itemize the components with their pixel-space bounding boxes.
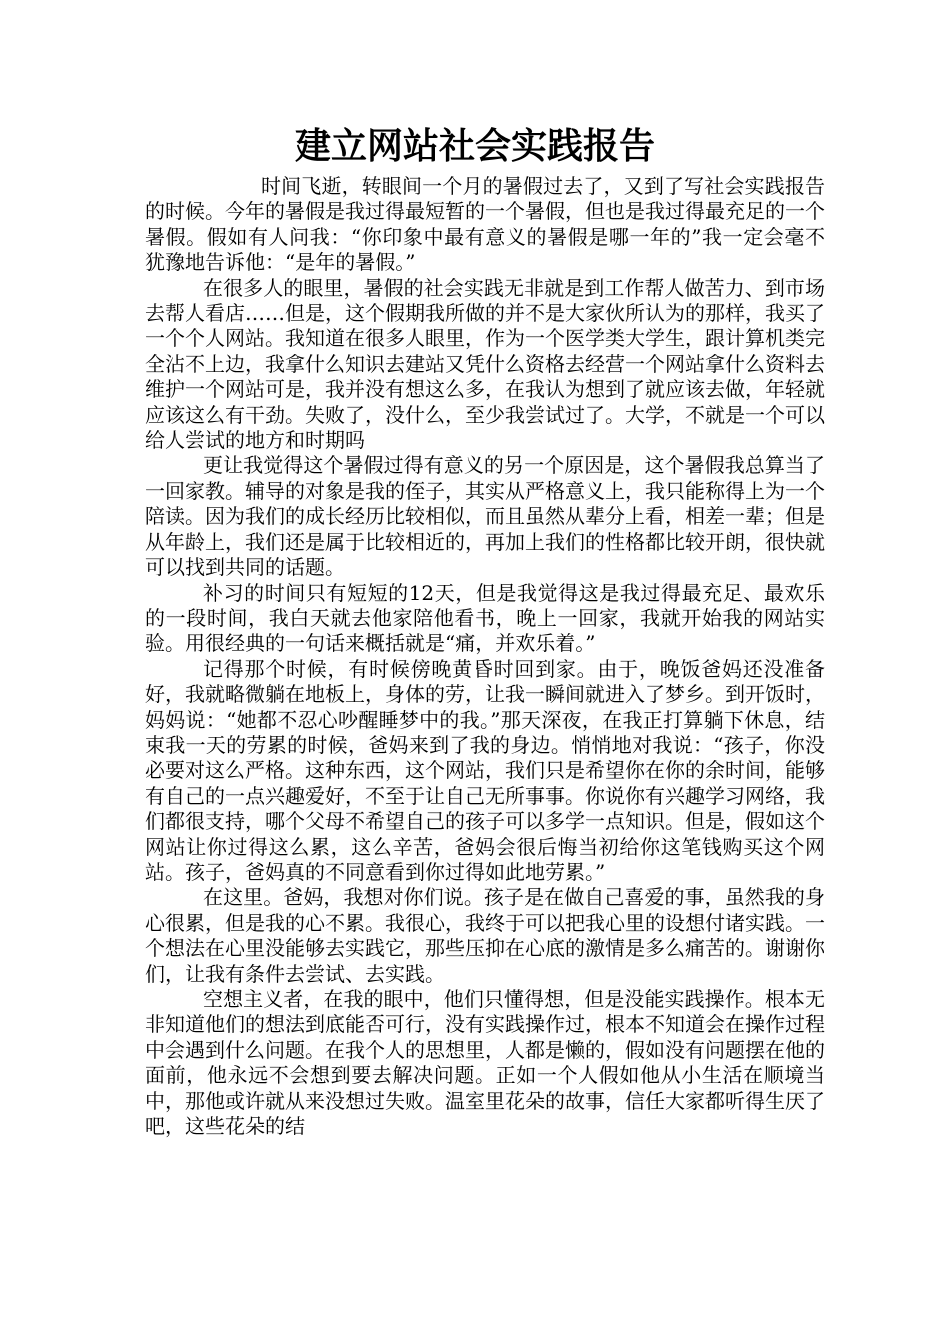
paragraph: 在很多人的眼里，暑假的社会实践无非就是到工作帮人做苦力、到市场去帮人看店……但是，这个假期我所做的并不是大家伙所认为的那样，我买了一个个人网站。我知道在很多人眼里，作为一个医学类大学生，跟计算机类完全沾不上边，我拿什么知识去建站又凭什么资格去经营一个网站拿什么资料去维护一个网站可是，我并没有想这么多，在我认为想到了就应该去做，年轻就应该这么有干劲。失败了，没什么，至少我尝试过了。大学，不就是一个可以给人尝试的地方和时期吗 [145,275,825,453]
paragraph: 补习的时间只有短短的12天，但是我觉得这是我过得最充足、最欢乐的一段时间，我白天就去他家陪他看书，晚上一回家，我就开始我的网站实验。用很经典的一句话来概括就是“痛，并欢乐着。” [145,580,825,656]
paragraph: 空想主义者，在我的眼中，他们只懂得想，但是没能实践操作。根本无非知道他们的想法到底能否可行，没有实践操作过，根本不知道会在操作过程中会遇到什么问题。在我个人的思想里，人都是懒的，假如没有问题摆在他的面前，他永远不会想到要去解决问题。正如一个人假如他从小生活在顺境当中，那他或许就从来没想过失败。温室里花朵的故事，信任大家都听得生厌了吧，这些花朵的结 [145,987,825,1139]
paragraph: 时间飞逝，转眼间一个月的暑假过去了，又到了写社会实践报告的时候。今年的暑假是我过得最短暂的一个暑假，但也是我过得最充足的一个暑假。假如有人问我：“你印象中最有意义的暑假是哪一年的”我一定会毫不犹豫地告诉他：“是年的暑假。” [145,174,825,275]
document-title: 建立网站社会实践报告 [294,125,655,167]
paragraph: 更让我觉得这个暑假过得有意义的另一个原因是，这个暑假我总算当了一回家教。辅导的对象是我的侄子，其实从严格意义上，我只能称得上为一个陪读。因为我们的成长经历比较相似，而且虽然从辈分上看，相差一辈；但是从年龄上，我们还是属于比较相近的，再加上我们的性格都比较开朗，很快就可以找到共同的话题。 [145,453,825,580]
document-body [145,174,825,1139]
paragraph: 记得那个时候，有时候傍晚黄昏时回到家。由于，晚饭爸妈还没准备好，我就略微躺在地板上，身体的劳，让我一瞬间就进入了梦乡。到开饭时，妈妈说：“她都不忍心吵醒睡梦中的我。”那天深夜，在我正打算躺下休息，结束我一天的劳累的时候，爸妈来到了我的身边。悄悄地对我说：“孩子，你没必要对这么严格。这种东西，这个网站，我们只是希望你在你的余时间，能够有自己的一点兴趣爱好，不至于让自己无所事事。你说你有兴趣学习网络，我们都很支持，哪个父母不希望自己的孩子可以多学一点知识。但是，假如这个网站让你过得这么累，这么辛苦，爸妈会很后悔当初给你这笔钱购买这个网站。孩子，爸妈真的不同意看到你过得如此地劳累。” [145,656,825,884]
paragraph: 在这里。爸妈，我想对你们说。孩子是在做自己喜爱的事，虽然我的身心很累，但是我的心不累。我很心，我终于可以把我心里的设想付诸实践。一个想法在心里没能够去实践它，那些压抑在心底的激情是多么痛苦的。谢谢你们，让我有条件去尝试、去实践。 [145,885,825,986]
